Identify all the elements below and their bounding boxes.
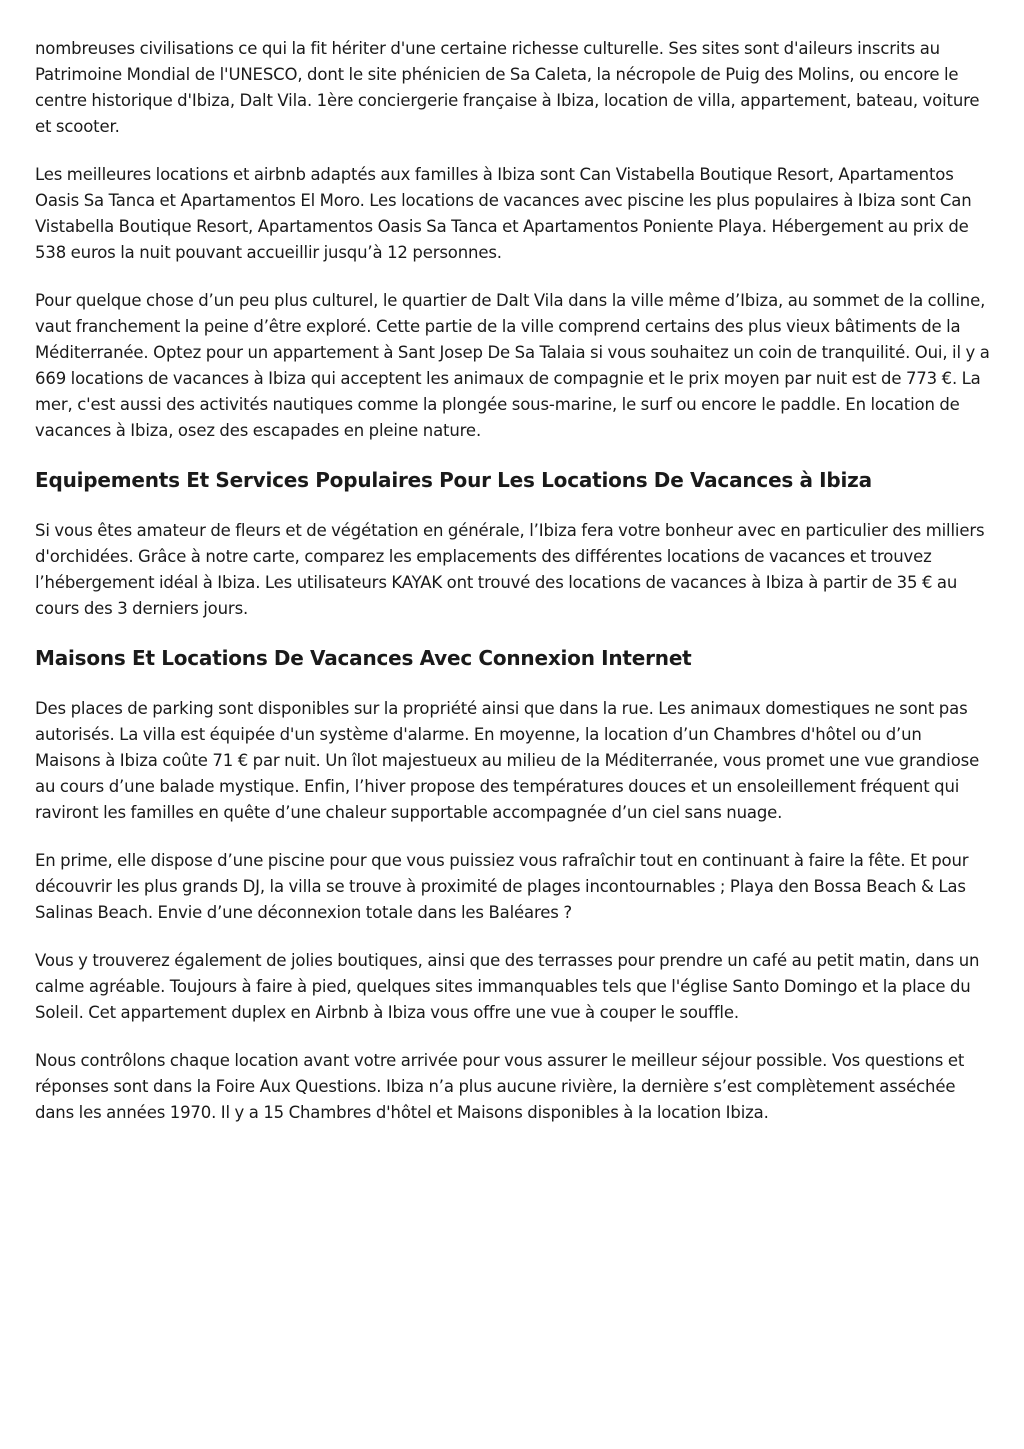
paragraph-dalt-vila: Pour quelque chose d’un peu plus culturel, le quartier de Dalt Vila dans la ville même d’Ibiza, au sommet de la colline, vaut franchement la peine d’être exploré. Cette partie de la ville comprend certains des plus vieux bâtiments de la Méditerranée. Optez pour un appartement à Sant Josep De Sa Talaia si vous souhaitez un coin de tranquilité. Oui, il y a 669 locations de vacances à Ibiza qui acceptent les animaux de compagnie et le prix moyen par nuit est de 773 €. La mer, c'est aussi des activités nautiques comme la plongée sous-marine, le surf ou encore le paddle. En location de vacances à Ibiza, osez des escapades en pleine nature. [35,291,990,440]
paragraph-family-rentals: Les meilleures locations et airbnb adaptés aux familles à Ibiza sont Can Vistabella Boutique Resort, Apartamentos Oasis Sa Tanca et Apartamentos El Moro. Les locations de vacances avec piscine les plus populaires à Ibiza sont Can Vistabella Boutique Resort, Apartamentos Oasis Sa Tanca et Apartamentos Poniente Playa. Hébergement au prix de 538 euros la nuit pouvant accueillir jusqu’à 12 personnes. [35,165,972,262]
paragraph-parking-villa: Des places de parking sont disponibles sur la propriété ainsi que dans la rue. Les animaux domestiques ne sont pas autorisés. La villa est équipée d'un système d'alarme. En moyenne, la location d’un Chambres d'hôtel ou d’un Maisons à Ibiza coûte 71 € par nuit. Un îlot majestueux au milieu de la Méditerranée, vous promet une vue grandiose au cours d’une balade mystique. Enfin, l’hiver propose des températures douces et un ensoleillement fréquent qui raviront les familles en quête d’une chaleur supportable accompagnée d’un ciel sans nuage. [35,699,980,822]
paragraph-intro-unesco: nombreuses civilisations ce qui la fit hériter d'une certaine richesse culturelle. Ses sites sont d'aileurs inscrits au Patrimoine Mondial de l'UNESCO, dont le site phénicien de Sa Caleta, la nécropole de Puig des Molins, ou encore le centre historique d'Ibiza, Dalt Vila. 1ère conciergerie française à Ibiza, location de villa, appartement, bateau, voiture et scooter. [35,39,980,136]
paragraph-controle-location: Nous contrôlons chaque location avant votre arrivée pour vous assurer le meilleur séjour possible. Vos questions et réponses sont dans la Foire Aux Questions. Ibiza n’a plus aucune rivière, la dernière s’est complètement asséchée dans les années 1970. Il y a 15 Chambres d'hôtel et Maisons disponibles à la location Ibiza. [35,1051,965,1122]
paragraph-piscine-dj: En prime, elle dispose d’une piscine pour que vous puissiez vous rafraîchir tout en continuant à faire la fête. Et pour découvrir les plus grands DJ, la villa se trouve à proximité de plages incontournables ; Playa den Bossa Beach & Las Salinas Beach. Envie d’une déconnexion totale dans les Baléares ? [35,851,969,922]
section-heading-maisons-internet: Maisons Et Locations De Vacances Avec Connexion Internet [35,646,692,670]
document-body [35,36,990,1148]
paragraph-boutiques: Vous y trouverez également de jolies boutiques, ainsi que des terrasses pour prendre un café au petit matin, dans un calme agréable. Toujours à faire à pied, quelques sites immanquables tels que l'église Santo Domingo et la place du Soleil. Cet appartement duplex en Airbnb à Ibiza vous offre une vue à couper le souffle. [35,951,980,1022]
paragraph-orchids-map: Si vous êtes amateur de fleurs et de végétation en générale, l’Ibiza fera votre bonheur avec en particulier des milliers d'orchidées. Grâce à notre carte, comparez les emplacements des différentes locations de vacances et trouvez l’hébergement idéal à Ibiza. Les utilisateurs KAYAK ont trouvé des locations de vacances à Ibiza à partir de 35 € au cours des 3 derniers jours. [35,521,985,618]
section-heading-equipements: Equipements Et Services Populaires Pour Les Locations De Vacances à Ibiza [35,468,872,492]
